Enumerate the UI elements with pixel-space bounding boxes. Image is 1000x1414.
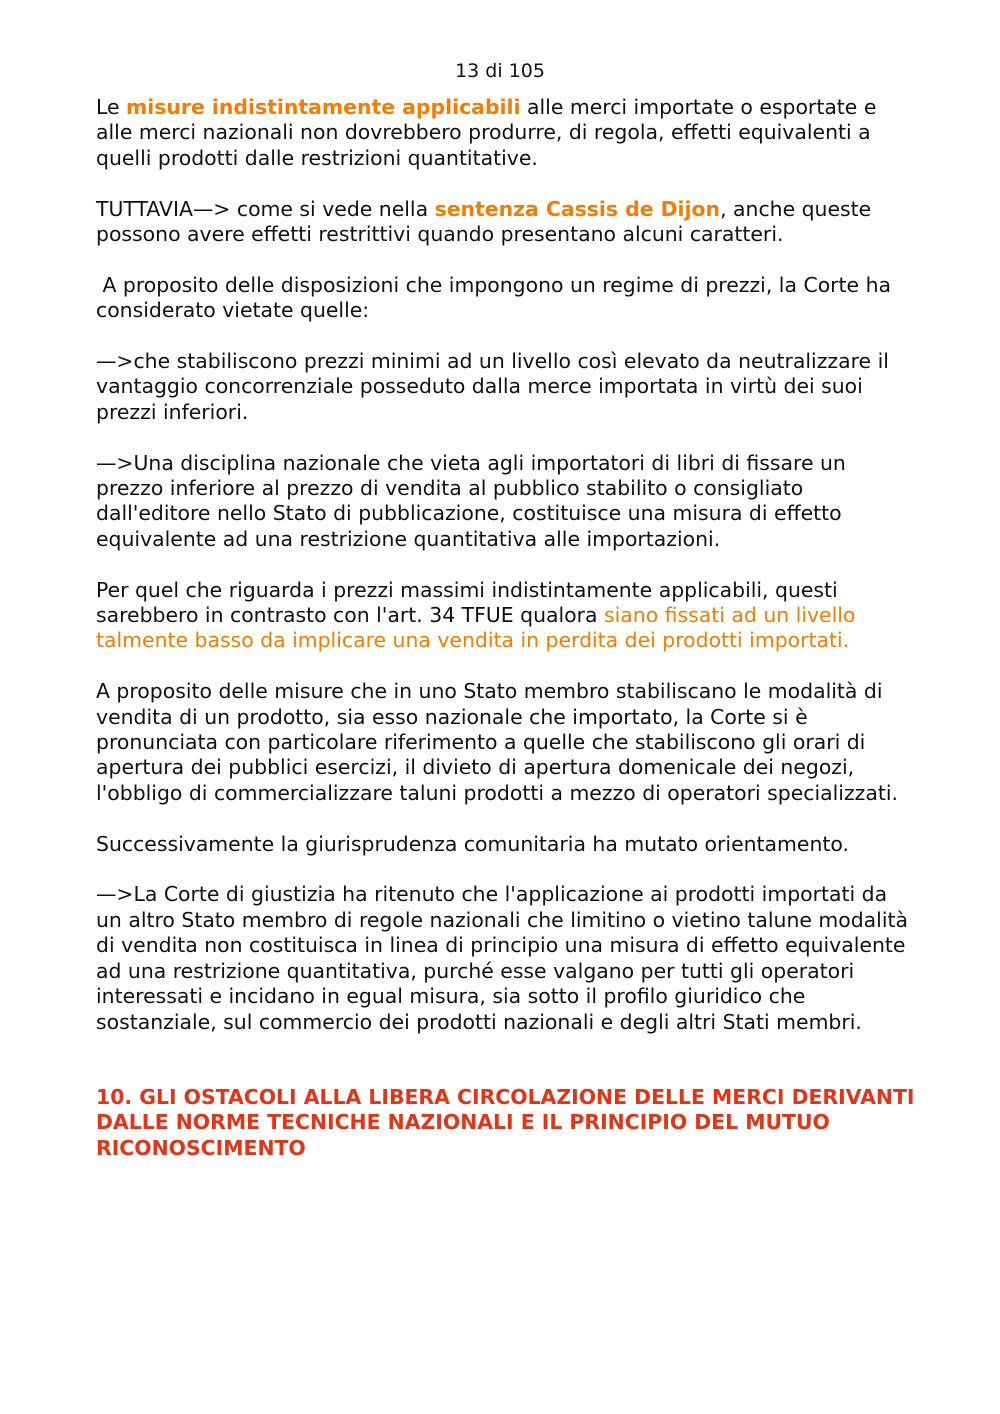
paragraph-mutato-orientamento: Successivamente la giurisprudenza comunitaria ha mutato orientamento. (96, 831, 849, 856)
paragraph-regime-prezzi: A proposito delle disposizioni che impongono un regime di prezzi, la Corte ha considerato vietate quelle: (96, 272, 898, 323)
paragraph-modalita-vendita: A proposito delle misure che in uno Stato membro stabiliscano le modalità di vendita di un prodotto, sia esso nazionale che importato, la Corte si è pronunciata con particolare riferimento a quelle che stabiliscono gli orari di apertura dei pubblici esercizi, il divieto di apertura domenicale dei negozi, l'obbligo di commercializzare taluni prodotti a mezzo di operatori specializzati. (96, 679, 899, 805)
paragraph-misure-indistintamente (96, 95, 916, 171)
paragraph-disciplina-libri: —>Una disciplina nazionale che vieta agli importatori di libri di fissare un prezzo inferiore al prezzo di vendita al pubblico stabilito o consigliato dall'editore nello Stato di pubblicazione, costituisce una misura di effetto equivalente ad una restrizione quantitativa alle importazioni. (96, 450, 846, 551)
paragraph-prezzi-minimi: —>che stabiliscono prezzi minimi ad un livello così elevato da neutralizzare il vantaggio concorrenziale posseduto dalla merce importata in virtù dei suoi prezzi inferiori. (96, 349, 889, 424)
document-body (96, 95, 916, 1161)
page-number: 13 di 105 (455, 60, 545, 82)
highlight-term: sentenza Cassis de Dijon (434, 196, 721, 221)
paragraph-text: , anche queste possono avere effetti restrittivi quando presentano alcuni caratteri. (96, 196, 872, 247)
paragraph-text: TUTTAVIA—> come si vede nella (96, 196, 435, 221)
paragraph-text: Per quel che riguarda i prezzi massimi indistintamente applicabili, questi sarebbero in contrasto con l'art. 34 TFUE qualora (96, 577, 838, 628)
paragraph-text: Le (96, 95, 127, 119)
section-heading: 10. GLI OSTACOLI ALLA LIBERA CIRCOLAZIONE DELLE MERCI DERIVANTI DALLE NORME TECNICHE NAZIONALI E IL PRINCIPIO DEL MUTUO RICONOSCIMENTO (96, 1084, 915, 1160)
highlight-phrase: siano fissati ad un livello talmente basso da implicare una vendita in perdita dei prodotti importati. (96, 603, 856, 653)
paragraph-prezzi-massimi (96, 578, 916, 654)
paragraph-tuttavia (96, 197, 916, 248)
highlight-term: misure indistintamente applicabili (126, 95, 521, 119)
paragraph-corte-giustizia: —>La Corte di giustizia ha ritenuto che l'applicazione ai prodotti importati da un altro Stato membro di regole nazionali che limitino o vietino talune modalità di vendita non costituisca in linea di principio una misura di effetto equivalente ad una restrizione quantitativa, purché esse valgano per tutti gli operatori interessati e incidano in egual misura, sia sotto il profilo giuridico che sostanziale, sul commercio dei prodotti nazionali e degli altri Stati membri. (96, 882, 909, 1034)
paragraph-text: alle merci importate o esportate e alle merci nazionali non dovrebbero produrre, di regola, effetti equivalenti a quelli prodotti dalle restrizioni quantitative. (96, 95, 877, 170)
